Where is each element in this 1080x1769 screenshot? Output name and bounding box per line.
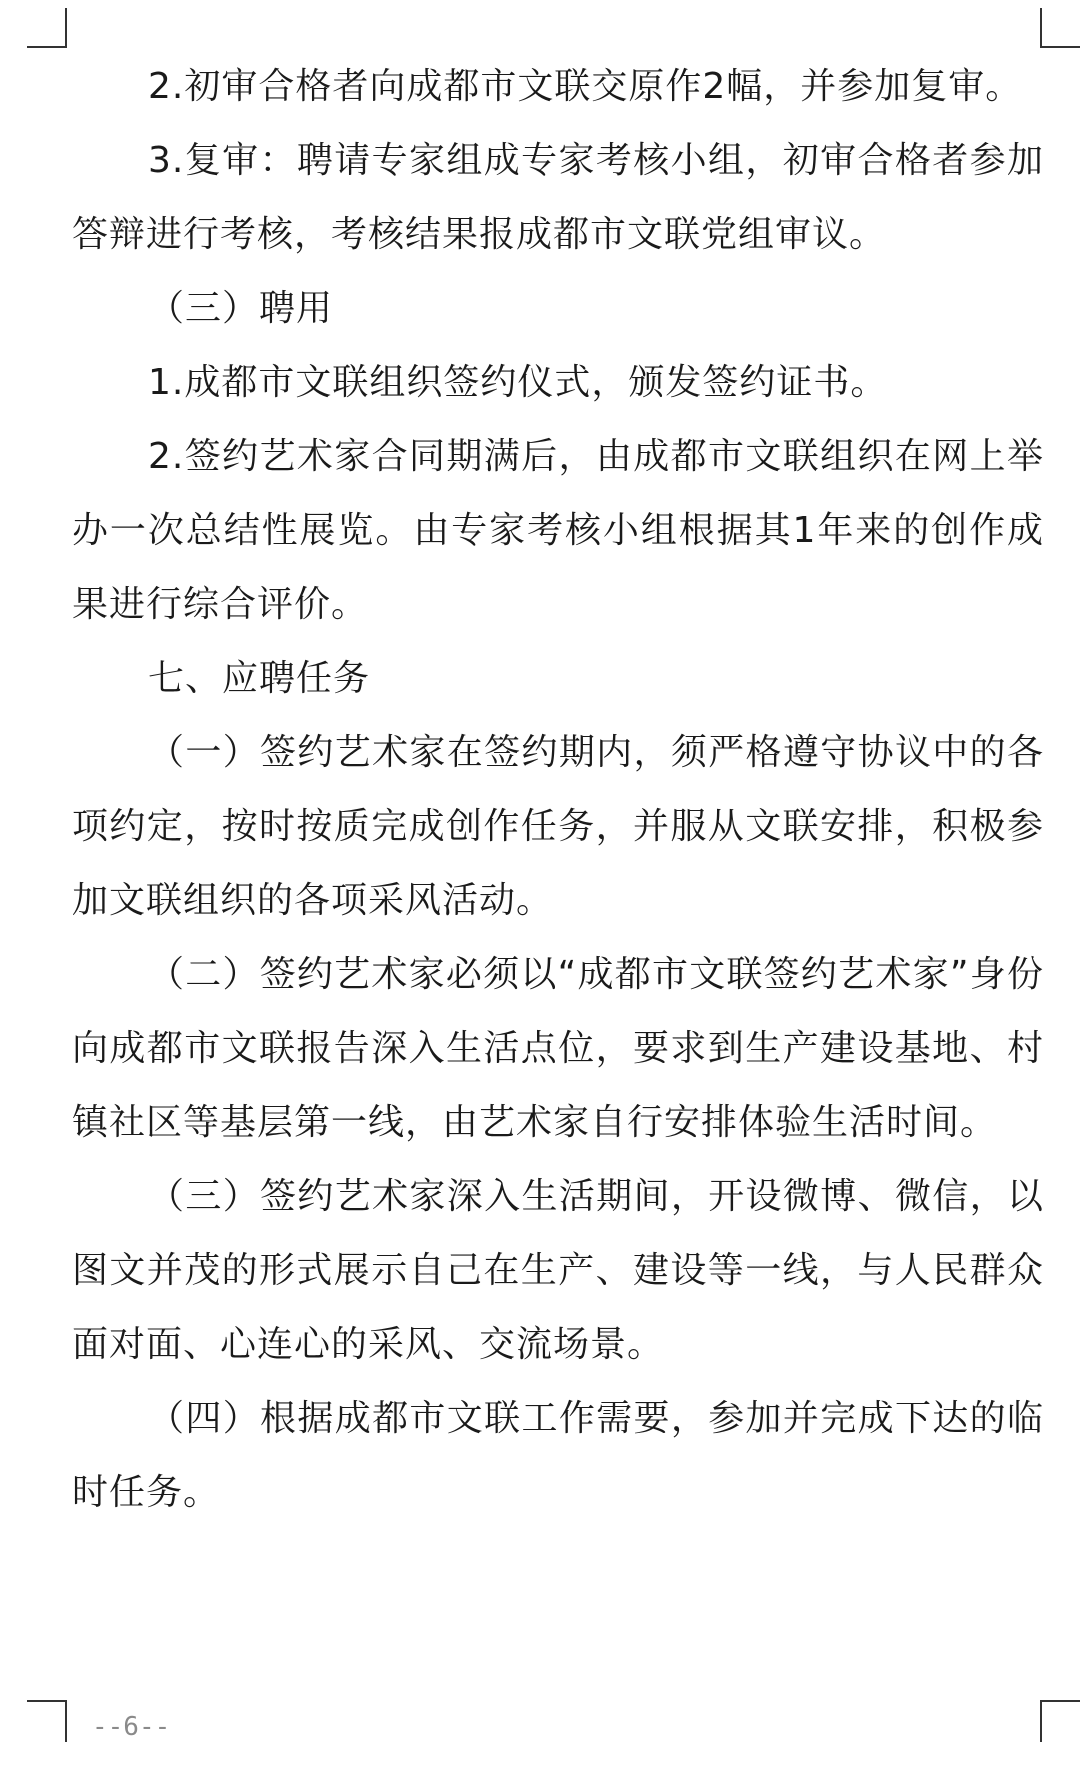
paragraph-second-review: 3.复审：聘请专家组成专家考核小组，初审合格者参加答辩进行考核，考核结果报成都市文联党组审议。 xyxy=(72,140,1044,255)
heading-application-tasks: 七、应聘任务 xyxy=(148,658,371,699)
crop-mark-top-right xyxy=(1040,8,1080,48)
paragraph-task-two: （二）签约艺术家必须以“成都市文联签约艺术家”身份向成都市文联报告深入生活点位，要求到生产建设基地、村镇社区等基层第一线，由艺术家自行安排体验生活时间。 xyxy=(72,954,1044,1143)
crop-mark-top-left xyxy=(27,8,67,48)
heading-employment: （三）聘用 xyxy=(148,288,334,329)
paragraph-signing-ceremony: 1.成都市文联组织签约仪式，颁发签约证书。 xyxy=(148,362,888,403)
paragraph-contract-expiry: 2.签约艺术家合同期满后，由成都市文联组织在网上举办一次总结性展览。由专家考核小组根据其1年来的创作成果进行综合评价。 xyxy=(72,436,1044,625)
paragraph-review-original-works: 2.初审合格者向成都市文联交原作2幅，并参加复审。 xyxy=(148,66,1023,107)
paragraph-task-one: （一）签约艺术家在签约期内，须严格遵守协议中的各项约定，按时按质完成创作任务，并服从文联安排，积极参加文联组织的各项采风活动。 xyxy=(72,732,1044,921)
document-body xyxy=(72,50,1044,1530)
paragraph-task-three: （三）签约艺术家深入生活期间，开设微博、微信，以图文并茂的形式展示自己在生产、建设等一线，与人民群众面对面、心连心的采风、交流场景。 xyxy=(72,1176,1044,1365)
crop-mark-bottom-right xyxy=(1040,1700,1080,1742)
paragraph-task-four: （四）根据成都市文联工作需要，参加并完成下达的临时任务。 xyxy=(72,1398,1044,1513)
crop-mark-bottom-left xyxy=(27,1700,67,1742)
page-number: --6-- xyxy=(92,1712,171,1742)
